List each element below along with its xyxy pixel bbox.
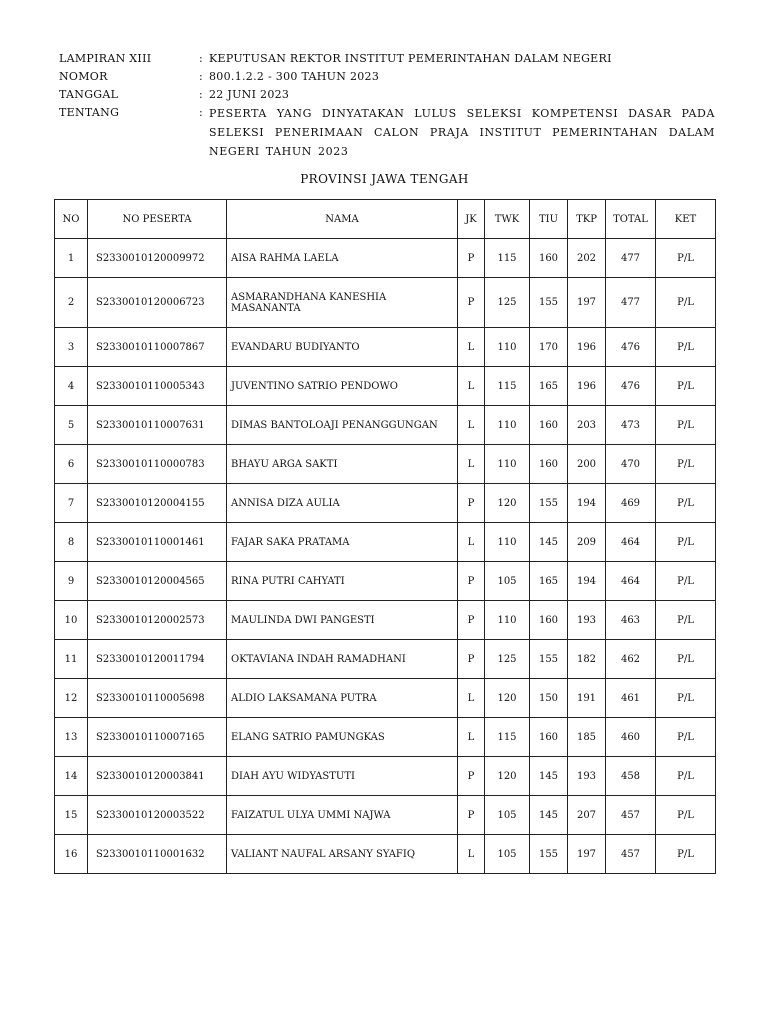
cell-tiu: 145 bbox=[530, 523, 568, 562]
cell-nama: DIMAS BANTOLOAJI PENANGGUNGAN bbox=[227, 406, 458, 445]
cell-ket: P/L bbox=[656, 239, 716, 278]
cell-tkp: 185 bbox=[568, 718, 606, 757]
table-row bbox=[55, 679, 716, 718]
lampiran-value: KEPUTUSAN REKTOR INSTITUT PEMERINTAHAN DALAM NEGERI bbox=[209, 52, 612, 65]
header-row-lampiran bbox=[59, 50, 715, 68]
cell-ket: P/L bbox=[656, 757, 716, 796]
tentang-label: TENTANG bbox=[59, 106, 120, 119]
cell-nama: BHAYU ARGA SAKTI bbox=[227, 445, 458, 484]
cell-peserta: S2330010120002573 bbox=[88, 601, 227, 640]
table-row bbox=[55, 718, 716, 757]
cell-peserta: S2330010110007165 bbox=[88, 718, 227, 757]
cell-peserta: S2330010120006723 bbox=[88, 278, 227, 328]
col-header-tiu: TIU bbox=[530, 200, 568, 239]
cell-nama: DIAH AYU WIDYASTUTI bbox=[227, 757, 458, 796]
cell-nama: AISA RAHMA LAELA bbox=[227, 239, 458, 278]
cell-jk: P bbox=[458, 640, 485, 679]
table-row bbox=[55, 757, 716, 796]
cell-twk: 125 bbox=[485, 278, 530, 328]
province-title: PROVINSI JAWA TENGAH bbox=[300, 172, 469, 186]
colon: : bbox=[199, 88, 204, 101]
cell-twk: 120 bbox=[485, 757, 530, 796]
cell-total: 463 bbox=[606, 601, 656, 640]
cell-tiu: 155 bbox=[530, 278, 568, 328]
cell-jk: L bbox=[458, 835, 485, 874]
cell-total: 457 bbox=[606, 835, 656, 874]
cell-no: 10 bbox=[55, 601, 88, 640]
cell-jk: L bbox=[458, 445, 485, 484]
cell-jk: P bbox=[458, 562, 485, 601]
cell-ket: P/L bbox=[656, 640, 716, 679]
cell-no: 7 bbox=[55, 484, 88, 523]
cell-no: 11 bbox=[55, 640, 88, 679]
cell-no: 6 bbox=[55, 445, 88, 484]
cell-total: 477 bbox=[606, 278, 656, 328]
cell-ket: P/L bbox=[656, 601, 716, 640]
cell-tiu: 170 bbox=[530, 328, 568, 367]
cell-tiu: 145 bbox=[530, 757, 568, 796]
cell-jk: P bbox=[458, 484, 485, 523]
cell-twk: 110 bbox=[485, 523, 530, 562]
cell-peserta: S2330010120004155 bbox=[88, 484, 227, 523]
cell-ket: P/L bbox=[656, 796, 716, 835]
table-row bbox=[55, 601, 716, 640]
cell-tiu: 150 bbox=[530, 679, 568, 718]
cell-jk: P bbox=[458, 757, 485, 796]
lampiran-label: LAMPIRAN XIII bbox=[59, 52, 152, 65]
cell-nama: FAIZATUL ULYA UMMI NAJWA bbox=[227, 796, 458, 835]
cell-tkp: 194 bbox=[568, 562, 606, 601]
table-row bbox=[55, 484, 716, 523]
table-row bbox=[55, 523, 716, 562]
cell-total: 464 bbox=[606, 562, 656, 601]
cell-no: 1 bbox=[55, 239, 88, 278]
cell-total: 477 bbox=[606, 239, 656, 278]
cell-twk: 120 bbox=[485, 679, 530, 718]
col-header-tkp: TKP bbox=[568, 200, 606, 239]
cell-tiu: 145 bbox=[530, 796, 568, 835]
cell-twk: 110 bbox=[485, 445, 530, 484]
cell-twk: 115 bbox=[485, 718, 530, 757]
cell-tiu: 160 bbox=[530, 239, 568, 278]
cell-tiu: 155 bbox=[530, 835, 568, 874]
cell-no: 9 bbox=[55, 562, 88, 601]
cell-no: 4 bbox=[55, 367, 88, 406]
col-header-nama: NAMA bbox=[227, 200, 458, 239]
cell-ket: P/L bbox=[656, 367, 716, 406]
cell-ket: P/L bbox=[656, 406, 716, 445]
cell-nama: VALIANT NAUFAL ARSANY SYAFIQ bbox=[227, 835, 458, 874]
cell-twk: 110 bbox=[485, 328, 530, 367]
cell-peserta: S2330010120011794 bbox=[88, 640, 227, 679]
cell-twk: 115 bbox=[485, 239, 530, 278]
cell-nama: ALDIO LAKSAMANA PUTRA bbox=[227, 679, 458, 718]
cell-nama: OKTAVIANA INDAH RAMADHANI bbox=[227, 640, 458, 679]
colon: : bbox=[199, 106, 204, 119]
cell-jk: P bbox=[458, 278, 485, 328]
col-header-jk: JK bbox=[458, 200, 485, 239]
cell-total: 464 bbox=[606, 523, 656, 562]
cell-twk: 105 bbox=[485, 562, 530, 601]
cell-ket: P/L bbox=[656, 835, 716, 874]
cell-twk: 125 bbox=[485, 640, 530, 679]
cell-tkp: 196 bbox=[568, 328, 606, 367]
cell-twk: 105 bbox=[485, 835, 530, 874]
cell-twk: 110 bbox=[485, 601, 530, 640]
cell-jk: L bbox=[458, 328, 485, 367]
cell-jk: P bbox=[458, 796, 485, 835]
colon: : bbox=[199, 52, 204, 65]
cell-ket: P/L bbox=[656, 679, 716, 718]
table-row bbox=[55, 562, 716, 601]
cell-tiu: 160 bbox=[530, 718, 568, 757]
table-row bbox=[55, 239, 716, 278]
table-header-row bbox=[55, 200, 716, 239]
cell-no: 12 bbox=[55, 679, 88, 718]
cell-jk: L bbox=[458, 406, 485, 445]
col-header-twk: TWK bbox=[485, 200, 530, 239]
tanggal-label: TANGGAL bbox=[59, 88, 119, 101]
cell-tkp: 197 bbox=[568, 835, 606, 874]
table-row bbox=[55, 835, 716, 874]
header-row-tanggal bbox=[59, 86, 715, 104]
cell-no: 13 bbox=[55, 718, 88, 757]
table-row bbox=[55, 278, 716, 328]
cell-tkp: 209 bbox=[568, 523, 606, 562]
cell-no: 2 bbox=[55, 278, 88, 328]
cell-no: 5 bbox=[55, 406, 88, 445]
cell-tkp: 191 bbox=[568, 679, 606, 718]
cell-ket: P/L bbox=[656, 278, 716, 328]
cell-total: 457 bbox=[606, 796, 656, 835]
cell-peserta: S2330010110007631 bbox=[88, 406, 227, 445]
cell-nama: ANNISA DIZA AULIA bbox=[227, 484, 458, 523]
cell-nama: FAJAR SAKA PRATAMA bbox=[227, 523, 458, 562]
cell-no: 3 bbox=[55, 328, 88, 367]
cell-tiu: 160 bbox=[530, 601, 568, 640]
cell-tkp: 196 bbox=[568, 367, 606, 406]
cell-tkp: 193 bbox=[568, 601, 606, 640]
cell-total: 469 bbox=[606, 484, 656, 523]
nomor-value: 800.1.2.2 - 300 TAHUN 2023 bbox=[209, 70, 380, 83]
cell-twk: 120 bbox=[485, 484, 530, 523]
cell-total: 458 bbox=[606, 757, 656, 796]
header-row-tentang bbox=[59, 104, 715, 161]
table-row bbox=[55, 367, 716, 406]
cell-peserta: S2330010120009972 bbox=[88, 239, 227, 278]
cell-ket: P/L bbox=[656, 484, 716, 523]
nomor-label: NOMOR bbox=[59, 70, 108, 83]
cell-tiu: 155 bbox=[530, 484, 568, 523]
cell-twk: 115 bbox=[485, 367, 530, 406]
cell-tiu: 160 bbox=[530, 406, 568, 445]
cell-peserta: S2330010110005698 bbox=[88, 679, 227, 718]
cell-jk: P bbox=[458, 601, 485, 640]
cell-total: 473 bbox=[606, 406, 656, 445]
cell-peserta: S2330010110005343 bbox=[88, 367, 227, 406]
cell-tkp: 203 bbox=[568, 406, 606, 445]
table-row bbox=[55, 640, 716, 679]
table-row bbox=[55, 406, 716, 445]
header-row-nomor bbox=[59, 68, 715, 86]
cell-peserta: S2330010110000783 bbox=[88, 445, 227, 484]
cell-nama: EVANDARU BUDIYANTO bbox=[227, 328, 458, 367]
cell-ket: P/L bbox=[656, 328, 716, 367]
cell-ket: P/L bbox=[656, 445, 716, 484]
cell-total: 476 bbox=[606, 367, 656, 406]
cell-nama: ASMARANDHANA KANESHIA MASANANTA bbox=[227, 278, 458, 328]
table-row bbox=[55, 328, 716, 367]
cell-jk: L bbox=[458, 679, 485, 718]
cell-total: 470 bbox=[606, 445, 656, 484]
tentang-value: PESERTA YANG DINYATAKAN LULUS SELEKSI KOMPETENSI DASAR PADA SELEKSI PENERIMAAN CALON PRAJA INSTITUT PEMERINTAHAN DALAM NEGERI TAHUN 2023 bbox=[209, 107, 715, 158]
cell-jk: L bbox=[458, 367, 485, 406]
cell-ket: P/L bbox=[656, 562, 716, 601]
cell-tiu: 155 bbox=[530, 640, 568, 679]
cell-total: 476 bbox=[606, 328, 656, 367]
cell-nama: MAULINDA DWI PANGESTI bbox=[227, 601, 458, 640]
cell-jk: P bbox=[458, 239, 485, 278]
table-row bbox=[55, 796, 716, 835]
cell-peserta: S2330010110001461 bbox=[88, 523, 227, 562]
cell-no: 8 bbox=[55, 523, 88, 562]
cell-tkp: 193 bbox=[568, 757, 606, 796]
cell-tkp: 197 bbox=[568, 278, 606, 328]
cell-tkp: 207 bbox=[568, 796, 606, 835]
cell-jk: L bbox=[458, 718, 485, 757]
cell-total: 462 bbox=[606, 640, 656, 679]
cell-jk: L bbox=[458, 523, 485, 562]
col-header-no-peserta: NO PESERTA bbox=[88, 200, 227, 239]
cell-ket: P/L bbox=[656, 718, 716, 757]
col-header-no: NO bbox=[55, 200, 88, 239]
cell-peserta: S2330010110007867 bbox=[88, 328, 227, 367]
cell-tiu: 165 bbox=[530, 562, 568, 601]
cell-peserta: S2330010120003522 bbox=[88, 796, 227, 835]
results-table bbox=[54, 199, 716, 874]
document-header bbox=[59, 50, 715, 161]
colon: : bbox=[199, 70, 204, 83]
cell-tkp: 200 bbox=[568, 445, 606, 484]
cell-tiu: 165 bbox=[530, 367, 568, 406]
cell-total: 460 bbox=[606, 718, 656, 757]
cell-tiu: 160 bbox=[530, 445, 568, 484]
col-header-total: TOTAL bbox=[606, 200, 656, 239]
cell-tkp: 194 bbox=[568, 484, 606, 523]
cell-nama: RINA PUTRI CAHYATI bbox=[227, 562, 458, 601]
table-row bbox=[55, 445, 716, 484]
cell-ket: P/L bbox=[656, 523, 716, 562]
col-header-ket: KET bbox=[656, 200, 716, 239]
cell-nama: ELANG SATRIO PAMUNGKAS bbox=[227, 718, 458, 757]
cell-no: 15 bbox=[55, 796, 88, 835]
cell-tkp: 182 bbox=[568, 640, 606, 679]
cell-peserta: S2330010110001632 bbox=[88, 835, 227, 874]
cell-twk: 110 bbox=[485, 406, 530, 445]
cell-nama: JUVENTINO SATRIO PENDOWO bbox=[227, 367, 458, 406]
cell-tkp: 202 bbox=[568, 239, 606, 278]
cell-total: 461 bbox=[606, 679, 656, 718]
cell-twk: 105 bbox=[485, 796, 530, 835]
cell-no: 14 bbox=[55, 757, 88, 796]
cell-peserta: S2330010120003841 bbox=[88, 757, 227, 796]
cell-no: 16 bbox=[55, 835, 88, 874]
tanggal-value: 22 JUNI 2023 bbox=[209, 88, 290, 101]
cell-peserta: S2330010120004565 bbox=[88, 562, 227, 601]
